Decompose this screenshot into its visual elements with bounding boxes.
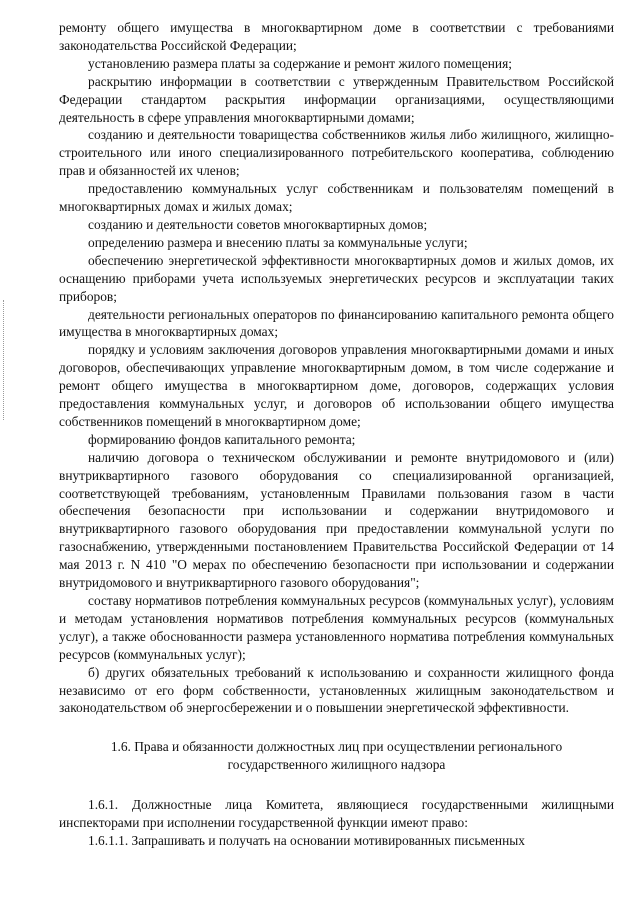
paragraph: обеспечению энергетической эффективности многоквартирных домов и жилых домов, их оснащению приборами учета используемых энергетических ресурсов и эксплуатации таких приборов; [59,252,614,304]
requirements-list [59,19,614,717]
paragraph: б) других обязательных требований к использованию и сохранности жилищного фонда независимо от его форм собственности, установленных жилищным законодательством и законодательством об энергосбережении и о повышении энергетической эффективности. [59,664,614,716]
paragraph: ремонту общего имущества в многоквартирном доме в соответствии с требованиями законодательства Российской Федерации; [59,20,614,53]
rights-list [59,796,614,850]
paragraph: предоставлению коммунальных услуг собственникам и пользователям помещений в многоквартирных домах и жилых домах; [59,181,614,215]
section-heading [59,738,614,774]
paragraph: 1.6.1. Должностные лица Комитета, являющиеся государственными жилищными инспекторами при исполнении государственной функции имеют право: [59,797,614,831]
paragraph: определению размера и внесению платы за коммунальные услуги; [88,234,468,250]
paragraph: установлению размера платы за содержание и ремонт жилого помещения; [88,55,512,71]
paragraph: раскрытию информации в соответствии с утвержденным Правительством Российской Федерации стандартом раскрытия информации организациями, осуществляющими деятельность в сфере управления многоквартирными домами; [59,73,614,125]
section-heading-line: государственного жилищного надзора [227,757,446,773]
paragraph: порядку и условиям заключения договоров управления многоквартирными домами и иных договоров, обеспечивающих управление многоквартирным домом, в том числе содержание и ремонт общего имущества в многоквартирном доме, договоров, содержащих условия предоставления коммунальных услуг, и договоров об использовании общего имущества собственников помещений в многоквартирном доме; [59,342,614,429]
section-heading-line: 1.6. Права и обязанности должностных лиц при осуществлении регионального [110,739,563,755]
paragraph: формированию фондов капитального ремонта; [88,431,356,447]
paragraph: 1.6.1.1. Запрашивать и получать на основании мотивированных письменных [88,833,525,849]
paragraph: созданию и деятельности товарищества собственников жилья либо жилищного, жилищно-строительного или иного специализированного потребительского кооператива, соблюдению прав и обязанностей их членов; [59,127,614,179]
paragraph: созданию и деятельности советов многоквартирных домов; [88,216,428,232]
scan-edge-marks [3,300,6,420]
paragraph: деятельности региональных операторов по финансированию капитального ремонта общего имущества в многоквартирных домах; [59,306,614,340]
paragraph: наличию договора о техническом обслуживании и ремонте внутридомового и (или) внутриквартирного газового оборудования со специализированной организацией, соответствующей требованиям, установленным Правилами пользования газом в части обеспечения безопасности при использовании и содержании внутридомового и внутриквартирного газового оборудования при предоставлении коммунальной услуги по газоснабжению, утвержденными постановлением Правительства Российской Федерации от 14 мая 2013 г. N 410 "О мерах по обеспечению безопасности при использовании и содержании внутридомового и внутриквартирного газового оборудования"; [59,449,614,591]
paragraph: составу нормативов потребления коммунальных ресурсов (коммунальных услуг), условиям и методам установления нормативов потребления коммунальных ресурсов (коммунальных услуг), а также обоснованности размера установленного норматива потребления коммунальных ресурсов (коммунальных услуг); [59,593,614,662]
